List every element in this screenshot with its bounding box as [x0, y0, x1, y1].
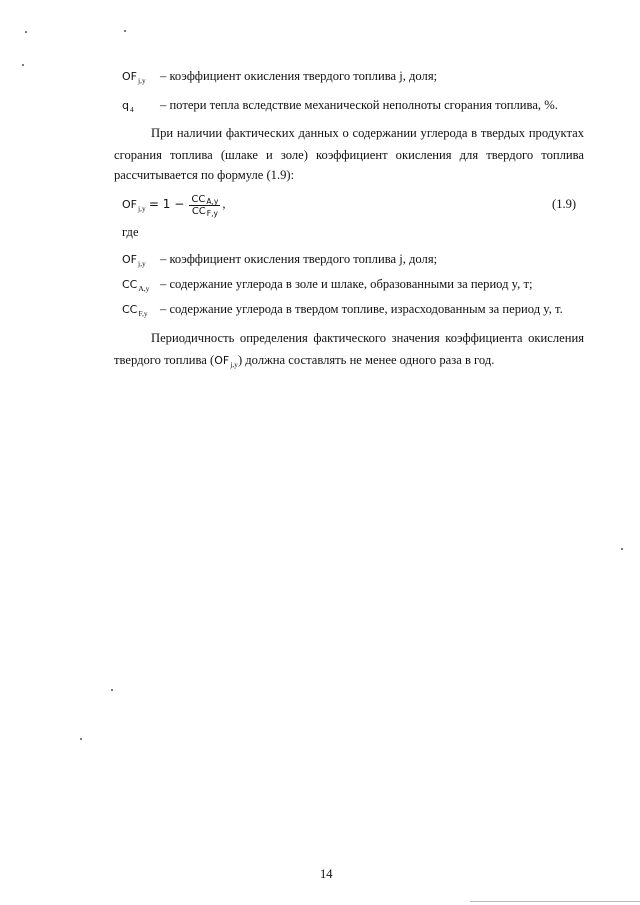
definition-text: – потери тепла вследствие механической неполноты сгорания топлива, %. — [160, 98, 558, 112]
symbol-of: OF — [214, 354, 230, 367]
page-number: 14 — [320, 867, 333, 881]
symbol-of: OF — [122, 70, 137, 83]
symbol-subscript: j,y — [138, 259, 146, 268]
symbol-subscript: j,y — [230, 360, 238, 369]
scan-edge-line — [470, 901, 640, 902]
definition-text: – содержание углерода в золе и шлаке, образованными за период y, т; — [160, 277, 533, 291]
formula-numerator: $CC_{A,y}$ — [191, 193, 219, 206]
formula-number: (1.9) — [552, 197, 577, 211]
formula-lhs-subscript: j,y — [138, 204, 146, 213]
scan-speck — [621, 548, 623, 550]
formula-lhs: OF — [122, 198, 137, 211]
symbol-cc: CC — [122, 278, 138, 291]
definition-text: – коэффициент окисления твердого топлива j, доля; — [160, 69, 438, 83]
definition-text: – коэффициент окисления твердого топлива j, доля; — [160, 252, 438, 266]
paragraph2-line1: Периодичность определения фактического значения коэффициента окисления — [151, 331, 584, 345]
formula-tail: , — [222, 197, 226, 211]
definition-of-jy — [122, 251, 438, 269]
definition-q4 — [122, 97, 558, 115]
scan-speck — [80, 738, 82, 740]
symbol-subscript: A,y — [138, 284, 150, 293]
paragraph1-line2: сгорания топлива (шлаке и золе) коэффициент окисления для твердого топлива — [114, 148, 584, 162]
scan-speck — [22, 64, 24, 66]
symbol-q: q — [122, 99, 129, 112]
definition-cc-fy — [122, 301, 563, 319]
formula-denominator: $CC_{F,y}$ — [191, 205, 218, 218]
scan-speck — [111, 689, 113, 691]
symbol-of: OF — [122, 253, 137, 266]
symbol-cc: CC — [122, 303, 138, 316]
scan-speck — [25, 31, 27, 33]
symbol-subscript: j,y — [138, 76, 146, 85]
formula-fraction — [189, 194, 220, 217]
definition-of-jy-top — [122, 68, 438, 86]
definition-text: – содержание углерода в твердом топливе, израсходованным за период y, т. — [160, 302, 563, 316]
symbol-subscript: F,y — [138, 309, 148, 318]
paragraph2-line2: твердого топлива $(OF_{j,y})$ должна составлять не менее одного раза в год. — [114, 353, 495, 369]
paragraph1-line3: рассчитывается по формуле (1.9): — [114, 168, 295, 182]
where-label: где — [122, 225, 139, 239]
formula-equals: = 1 − — [148, 197, 185, 211]
paragraph1-line1: При наличии фактических данных о содержании углерода в твердых продуктах — [151, 126, 584, 140]
symbol-subscript: 4 — [129, 105, 134, 114]
formula-1-9 — [122, 190, 225, 218]
definition-cc-ay — [122, 276, 533, 294]
scan-speck — [124, 30, 126, 32]
